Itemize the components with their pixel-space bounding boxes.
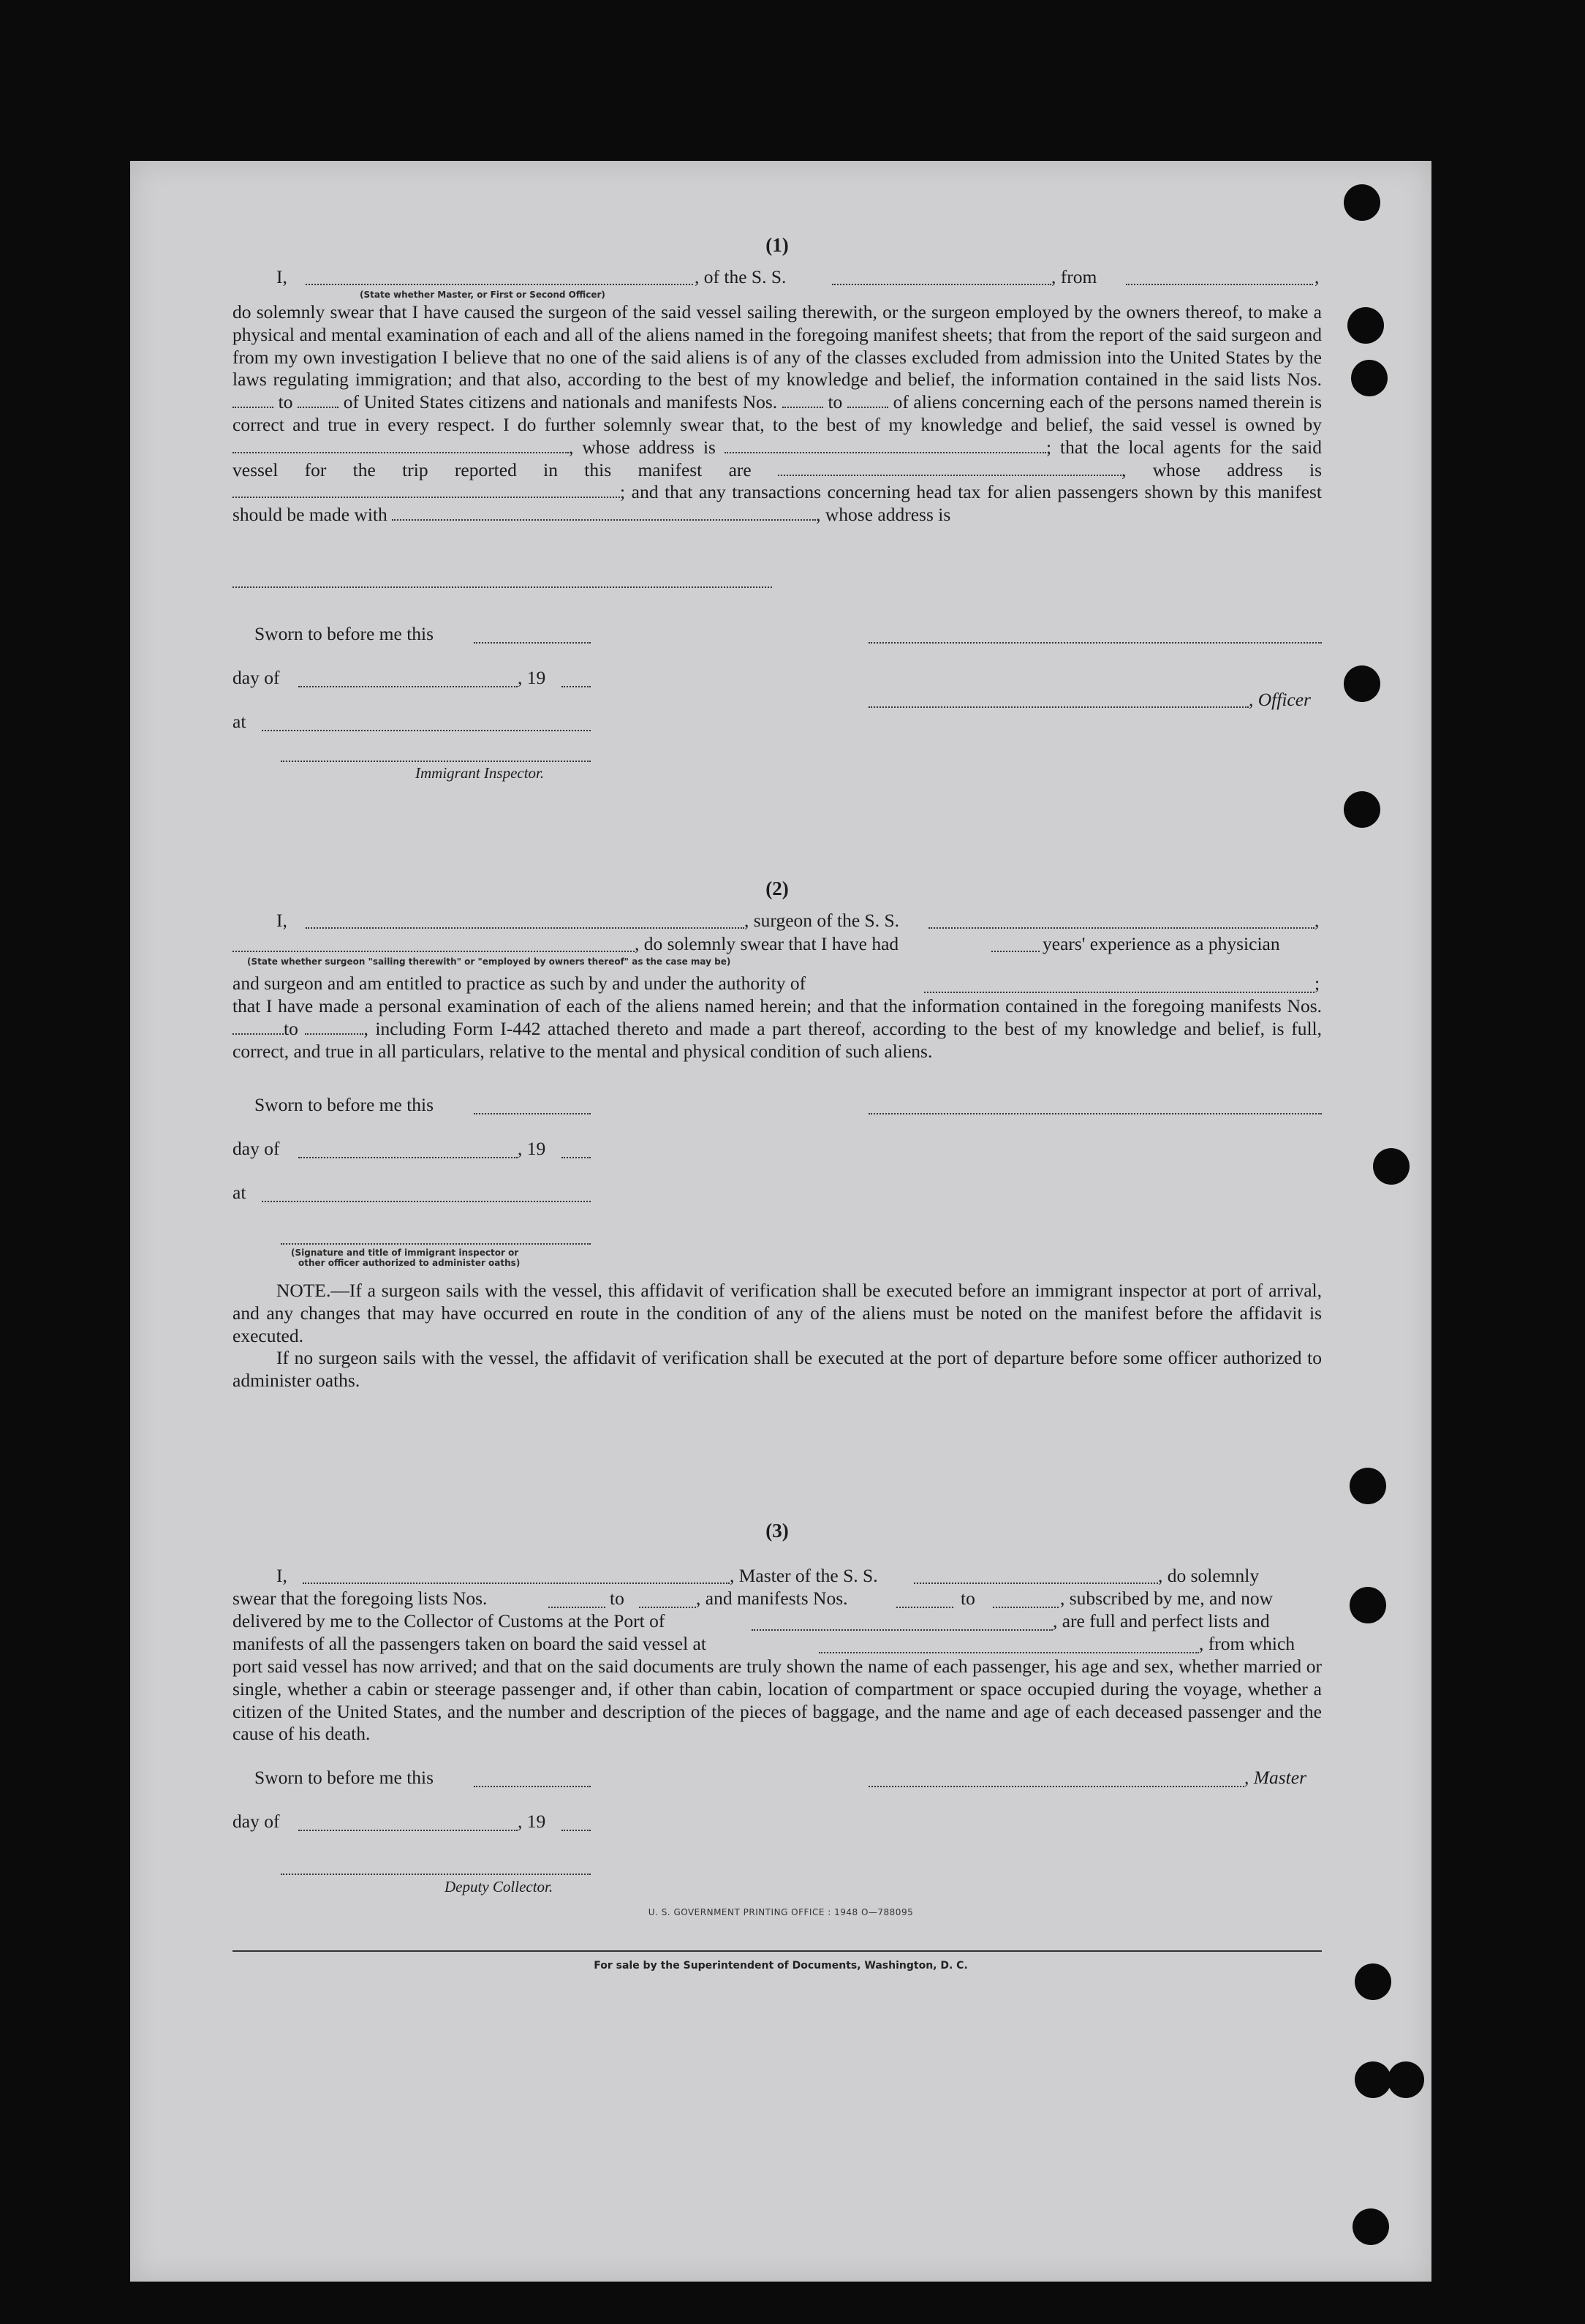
s3-yr: , 19 [518, 1811, 546, 1832]
surgeon-name-field[interactable] [306, 926, 744, 929]
s2-at: at [232, 1182, 246, 1203]
s2-paragraph [232, 995, 1322, 1063]
s1-text-b: of United States citizens and nationals and manifests Nos. [343, 391, 778, 413]
agents-address-field[interactable] [232, 482, 620, 498]
authority-field[interactable] [924, 990, 1314, 993]
s3-text-b: , and manifests Nos. [696, 1588, 848, 1609]
s3-text-a: swear that the foregoing lists Nos. [232, 1588, 488, 1609]
s1-of-ss: , of the S. S. [695, 266, 787, 287]
s1-signature-field[interactable] [869, 641, 1322, 644]
s1-day-field[interactable] [298, 684, 518, 687]
s2-year-field[interactable] [561, 1155, 591, 1158]
s3-text-e: , are full and perfect lists and [1053, 1610, 1270, 1631]
section-3-heading: (3) [765, 1520, 789, 1542]
s3-to-1: to [610, 1588, 624, 1609]
section-2-heading: (2) [765, 878, 789, 899]
s1-semi-a: ; [1045, 436, 1052, 458]
s1-text-d: that the local agents for the said vessel for the trip reported in this manifest are [232, 436, 1322, 480]
s2-end: , [1314, 910, 1320, 931]
binder-hole [1350, 1468, 1386, 1504]
s2-sworn-field[interactable] [474, 1112, 591, 1114]
section-1 [232, 234, 1322, 746]
s2-manifests-from-field[interactable] [232, 1019, 284, 1035]
binder-hole [1344, 665, 1380, 702]
s2-yr: , 19 [518, 1138, 546, 1159]
s3-text-g: , from which [1199, 1633, 1295, 1654]
binder-hole [1344, 184, 1380, 221]
s1-from: , from [1051, 266, 1097, 287]
s3-day-field[interactable] [298, 1828, 518, 1831]
s1-addr-b: whose address is [1152, 459, 1323, 480]
s2-note-2: If no surgeon sails with the vessel, the affidavit of verification shall be executed at the port of departure before some officer authorized to administer oaths. [232, 1347, 1322, 1392]
agents-field[interactable] [778, 460, 1121, 476]
s1-sworn: Sworn to before me this [254, 623, 434, 644]
s3-collector-line [281, 1872, 591, 1875]
s3-year-field[interactable] [561, 1828, 591, 1831]
manifests-to-field[interactable] [847, 392, 888, 408]
form-page [130, 161, 1431, 2282]
s2-swear: , do solemnly swear that I have had [635, 933, 899, 954]
s2-i: I, [276, 910, 287, 931]
s2-text-a: and surgeon and am entitled to practice as such by and under the authority of [232, 973, 806, 994]
binder-hole [1347, 307, 1384, 344]
s1-inspector-label: Immigrant Inspector. [415, 764, 545, 782]
binder-hole [1353, 2208, 1389, 2245]
lists-to-field[interactable] [298, 392, 338, 408]
s1-addr-c: , whose address is [816, 504, 951, 526]
s2-at-field[interactable] [262, 1199, 591, 1202]
s2-sig-note-1: (Signature and title of immigrant inspector or [291, 1248, 519, 1258]
s1-text-a: do solemnly swear that I have caused the surgeon of the said vessel sailing therewith, or the surgeon employed by the owners thereof, to make a physical and mental examination of each and all of the aliens named in the foregoing manifest sheets; that from the report of the said surgeon and from my own investigation I believe that no one of the said aliens is of any of the classes excluded from admission into the United States by the laws regulating immigration; and that also, according to the best of my knowledge and belief, the information contained in the said lists Nos. [232, 301, 1322, 391]
binder-hole [1344, 791, 1380, 828]
s1-comma-a: , [1121, 459, 1127, 480]
binder-hole [1355, 2061, 1391, 2098]
s2-sig-note-2: other officer authorized to administer oaths) [298, 1258, 521, 1268]
s1-text-e: ; and that any transactions concerning head tax for alien passengers shown by this manifest should be made with [232, 481, 1322, 526]
s1-officer-field[interactable] [869, 705, 1249, 708]
binder-hole [1351, 360, 1388, 396]
s3-paragraph: port said vessel has now arrived; and that on the said documents are truly shown the name of each passenger, his age and sex, whether married or single, whether a cabin or steerage passenger and, if other than cabin, location of compartment or space occupied during the voyage, whether a citizen of the United States, and the number and description of the pieces of baggage, and the name and age of each deceased passenger and the cause of his death. [232, 1656, 1322, 1745]
s2-to: to [284, 1017, 298, 1039]
gpo-imprint: U. S. GOVERNMENT PRINTING OFFICE : 1948 O—788095 [648, 1907, 914, 1917]
s1-officer-note: (State whether Master, or First or Second Officer) [360, 290, 605, 300]
footer-rule [232, 1950, 1322, 1952]
s1-addr-a: , whose address is [569, 436, 716, 458]
owner-field[interactable] [232, 437, 569, 453]
s1-i: I, [276, 266, 287, 287]
head-tax-field[interactable] [392, 505, 816, 521]
s2-semi: ; [1314, 973, 1320, 994]
s2-sworn: Sworn to before me this [254, 1094, 434, 1115]
s2-text-c: , including Form I-442 attached thereto and made a part thereof, according to the best of my knowledge and belief, is full, correct, and true in all particulars, relative to the mental and physical condition of such aliens. [232, 1017, 1322, 1062]
s2-sig-note [291, 1248, 520, 1268]
s3-sworn: Sworn to before me this [254, 1767, 434, 1788]
s1-end: , [1314, 266, 1320, 287]
officer-name-field[interactable] [306, 282, 693, 285]
binder-hole [1373, 1148, 1410, 1185]
binder-hole [1350, 1587, 1386, 1623]
s3-i: I, [276, 1565, 287, 1586]
s1-day: day of [232, 667, 280, 688]
s1-to-a: to [278, 391, 293, 413]
s3-to-2: to [961, 1588, 975, 1609]
s3-lists-from-field[interactable] [548, 1605, 605, 1608]
s3-sworn-field[interactable] [474, 1784, 591, 1787]
vessel-name-field[interactable] [832, 282, 1051, 285]
s3-swear: , do solemnly [1158, 1565, 1260, 1586]
s3-master-label: , Master [1244, 1767, 1306, 1788]
s1-year-field[interactable] [561, 684, 591, 687]
section-1-heading: (1) [765, 234, 789, 256]
sale-notice: For sale by the Superintendent of Documents, Washington, D. C. [594, 1960, 968, 1972]
s2-signature-field[interactable] [869, 1112, 1322, 1114]
port-of-field[interactable] [752, 1628, 1053, 1631]
s2-inspector-line [281, 1242, 591, 1245]
s2-day-field[interactable] [298, 1155, 518, 1158]
s2-manifests-to-field[interactable] [305, 1019, 363, 1035]
years-field[interactable] [991, 949, 1040, 952]
s2-day: day of [232, 1138, 280, 1159]
s2-vessel-field[interactable] [928, 926, 1314, 929]
lists-from-field[interactable] [232, 392, 273, 408]
s3-day: day of [232, 1811, 280, 1832]
s1-yr: , 19 [518, 667, 546, 688]
s3-master-field[interactable] [869, 1784, 1244, 1787]
s2-surgeon: , surgeon of the S. S. [744, 910, 900, 931]
s1-at: at [232, 711, 246, 732]
head-tax-address-field[interactable] [232, 585, 772, 588]
manifests-from-field[interactable] [782, 392, 823, 408]
s3-lists-to-field[interactable] [639, 1605, 696, 1608]
s1-inspector-line [281, 759, 591, 762]
section-3 [232, 1520, 1322, 2031]
from-port-field[interactable] [1126, 282, 1313, 285]
s2-years: years' experience as a physician [1043, 933, 1280, 954]
s3-manifests-from-field[interactable] [896, 1605, 953, 1608]
port-taken-field[interactable] [819, 1650, 1199, 1653]
s3-collector-label: Deputy Collector. [445, 1878, 553, 1895]
s3-manifests-to-field[interactable] [993, 1605, 1059, 1608]
s2-status-note: (State whether surgeon "sailing therewith" or "employed by owners thereof" as the case may be) [247, 957, 731, 967]
master-name-field[interactable] [303, 1581, 730, 1584]
s3-vessel-field[interactable] [914, 1581, 1158, 1584]
s1-officer-label: , Officer [1249, 689, 1311, 710]
s3-master: , Master of the S. S. [730, 1565, 878, 1586]
surgeon-status-field[interactable] [232, 949, 635, 952]
s3-text-d: delivered by me to the Collector of Customs at the Port of [232, 1610, 665, 1631]
binder-hole [1388, 2061, 1424, 2098]
s2-text-b: that I have made a personal examination of each of the aliens named herein; and that the information contained in the foregoing manifests Nos. [232, 995, 1322, 1016]
s1-at-field[interactable] [262, 728, 591, 731]
s3-text-c: , subscribed by me, and now [1060, 1588, 1274, 1609]
s1-text-c: of aliens concerning each of the persons named therein is correct and true in every respect. I do further solemnly swear that, to the best of my knowledge and belief, the said vessel is owned by [232, 391, 1323, 435]
s1-to-b: to [828, 391, 843, 413]
s2-note-1: NOTE.—If a surgeon sails with the vessel, this affidavit of verification shall be executed before an immigrant inspector at port of arrival, and any changes that may have occurred en route in the condition of any of the aliens must be noted on the manifest before the affidavit is executed. [232, 1280, 1322, 1346]
s1-paragraph [232, 301, 1322, 527]
s1-sworn-field[interactable] [474, 641, 591, 644]
section-2 [232, 878, 1322, 1609]
owner-address-field[interactable] [725, 437, 1046, 453]
s3-text-f: manifests of all the passengers taken on board the said vessel at [232, 1633, 706, 1654]
